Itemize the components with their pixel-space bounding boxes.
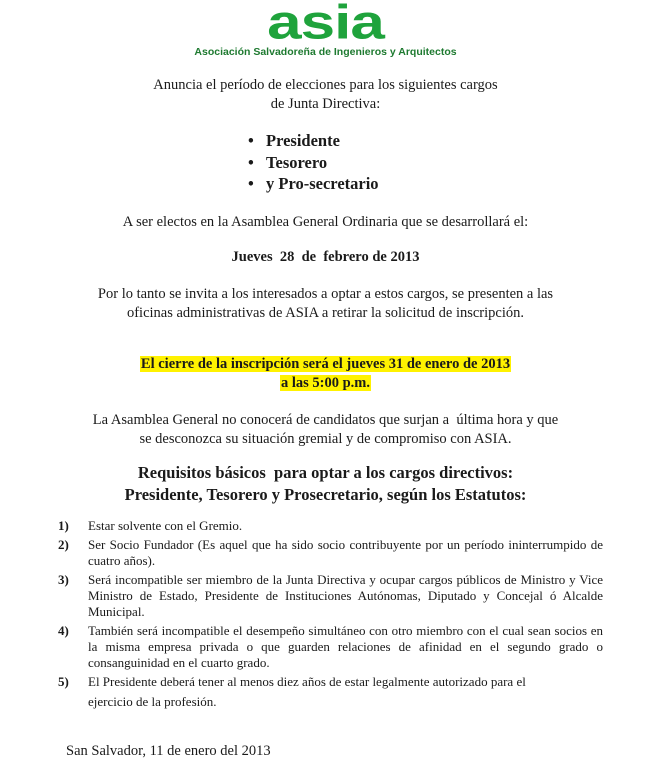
requirement-text: Estar solvente con el Gremio. [88,518,243,533]
requirement-item [58,518,603,534]
position-item: • Tesorero [248,152,379,174]
requirement-number: 2) [58,537,69,552]
place-and-date: San Salvador, 11 de enero del 2013 [66,743,271,759]
intro-line-1: Anuncia el período de elecciones para los siguientes cargos [153,77,498,93]
requirement-item [58,623,603,671]
requirement-text: El Presidente deberá tener al menos diez años de estar legalmente autorizado para el [88,674,526,689]
notice-line-2: se desconozca su situación gremial y de compromiso con ASIA. [139,431,512,447]
requirements-list [58,518,603,713]
requirement-text: Será incompatible ser miembro de la Junta Directiva y ocupar cargos públicos de Ministro y Vice Ministro de Estado, Presidente de Instituciones Autónomas, Diputado y Concejal ó Alcalde Municipal. [88,572,603,619]
intro-line-2: de Junta Directiva: [270,96,381,112]
assembly-text: A ser electos en la Asamblea General Ordinaria que se desarrollará el: [122,214,529,230]
invitation-line-2: oficinas administrativas de ASIA a retirar la solicitud de inscripción. [126,305,525,321]
requirement-number: 5) [58,674,69,689]
requirements-title-line-2: Presidente, Tesorero y Prosecretario, según los Estatutos: [124,485,527,504]
organization-name: Asociación Salvadoreña de Ingenieros y Arquitectos [194,46,457,58]
requirement-item [58,537,603,569]
notice-line-1: La Asamblea General no conocerá de candidatos que surjan a última hora y que [92,412,559,428]
assembly-date: Jueves 28 de febrero de 2013 [231,249,420,265]
deadline-line-2 [0,374,651,392]
position-item: • y Pro-secretario [248,173,379,195]
requirement-number: 3) [58,572,69,587]
deadline-line-1 [0,355,651,373]
deadline-highlight: El cierre de la inscripción será el jueves 31 de enero de 2013 [140,356,511,372]
positions-list [248,130,379,195]
requirements-title-line-1: Requisitos básicos para optar a los cargos directivos: [137,463,514,482]
requirement-number: 1) [58,518,69,533]
deadline-time-highlight: a las 5:00 p.m. [280,375,371,391]
logo-wordmark: asia [267,0,384,50]
requirement-text-continued: ejercicio de la profesión. [88,694,217,709]
requirement-item [58,572,603,620]
invitation-line-1: Por lo tanto se invita a los interesados a optar a estos cargos, se presenten a las [97,286,554,302]
position-item: • Presidente [248,130,379,152]
requirement-text: Ser Socio Fundador (Es aquel que ha sido socio contribuyente por un período ininterrumpido de cuatro años). [88,537,603,568]
requirement-text: También será incompatible el desempeño simultáneo con otro miembro con el cual sean socios en la misma empresa privada o que guarden relaciones de afinidad en el segundo grado o consanguinidad en el cuarto grado. [88,623,603,670]
requirement-number: 4) [58,623,69,638]
requirement-item [58,674,603,710]
